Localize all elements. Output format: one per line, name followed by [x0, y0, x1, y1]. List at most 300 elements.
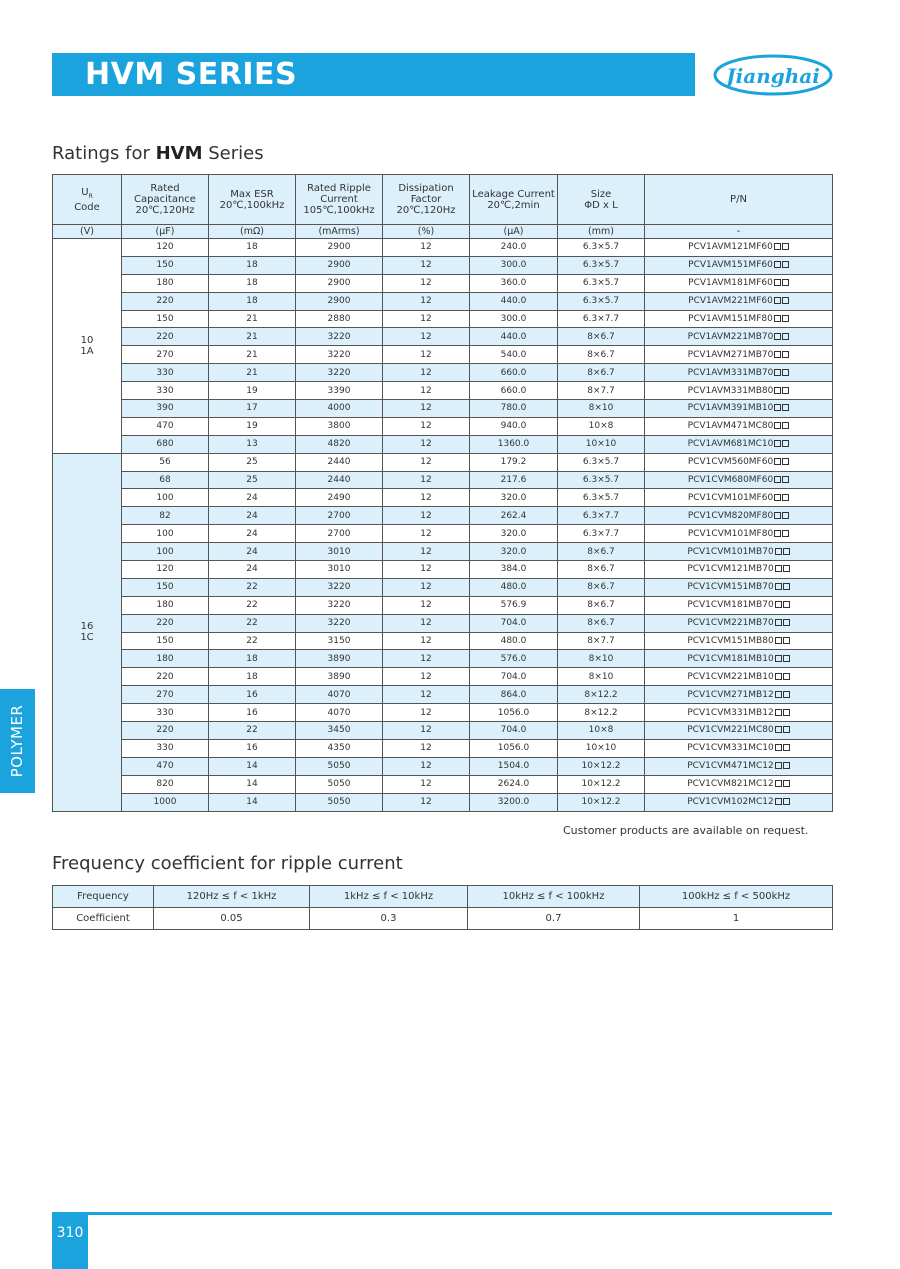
table-cell: 12	[383, 256, 470, 274]
table-cell: 680	[122, 435, 209, 453]
table-cell: 780.0	[470, 400, 558, 418]
column-header	[470, 175, 558, 225]
part-number: PCV1AVM151MF80	[688, 314, 773, 324]
table-cell: 12	[383, 793, 470, 811]
checkbox-square-icon	[775, 762, 782, 769]
table-cell: 12	[383, 239, 470, 257]
table-cell: 320.0	[470, 543, 558, 561]
checkbox-square-icon	[775, 565, 782, 572]
table-cell: 320.0	[470, 525, 558, 543]
table-row	[53, 632, 833, 650]
table-cell: 300.0	[470, 256, 558, 274]
part-number: PCV1CVM331MC10	[687, 743, 774, 754]
unit-header: (mm)	[558, 225, 645, 239]
table-cell: 10×8	[558, 722, 645, 740]
checkbox-square-icon	[775, 637, 782, 644]
voltage-group-cell	[53, 239, 122, 454]
part-number: PCV1CVM101MF80	[687, 528, 774, 539]
table-cell	[645, 346, 833, 364]
checkbox-square-icon	[782, 369, 789, 376]
column-header-condition: 20℃,100kHz	[219, 199, 285, 211]
part-number: PCV1CVM471MC12	[687, 761, 774, 772]
table-cell: 25	[209, 471, 296, 489]
table-cell: 5050	[296, 793, 383, 811]
table-cell: 8×10	[558, 400, 645, 418]
table-row	[53, 328, 833, 346]
table-row	[53, 614, 833, 632]
table-cell: 540.0	[470, 346, 558, 364]
table-cell: 6.3×5.7	[558, 274, 645, 292]
column-header-label: Rated Capacitance	[134, 183, 196, 205]
part-number: PCV1CVM181MB70	[687, 600, 774, 611]
ratings-table	[52, 174, 833, 812]
table-cell: 120	[122, 561, 209, 579]
table-cell: 390	[122, 400, 209, 418]
table-cell: 8×7.7	[558, 382, 645, 400]
checkbox-square-icon	[783, 762, 790, 769]
checkbox-square-icon	[775, 744, 782, 751]
checkbox-square-icon	[782, 404, 789, 411]
checkbox-square-icon	[775, 548, 782, 555]
table-cell	[645, 757, 833, 775]
table-cell	[645, 400, 833, 418]
checkbox-square-icon	[782, 297, 789, 304]
checkbox-square-icon	[774, 315, 781, 322]
frequency-header-cell: Frequency	[53, 886, 154, 908]
table-cell: 1000	[122, 793, 209, 811]
table-row	[53, 578, 833, 596]
table-cell: 660.0	[470, 382, 558, 400]
table-cell	[645, 596, 833, 614]
part-number: PCV1CVM221MB10	[687, 671, 774, 682]
table-row	[53, 417, 833, 435]
table-cell: 3010	[296, 561, 383, 579]
table-cell	[645, 578, 833, 596]
table-cell: 440.0	[470, 292, 558, 310]
table-cell: 3220	[296, 614, 383, 632]
table-cell: 240.0	[470, 239, 558, 257]
column-header-label: U	[81, 186, 89, 198]
table-cell: 21	[209, 346, 296, 364]
table-cell: 179.2	[470, 453, 558, 471]
unit-header: (mArms)	[296, 225, 383, 239]
checkbox-square-icon	[775, 673, 782, 680]
checkbox-square-icon	[774, 369, 781, 376]
part-number: PCV1CVM221MB70	[687, 618, 774, 629]
column-header-label: Dissipation Factor	[398, 183, 454, 205]
checkbox-square-icon	[783, 673, 790, 680]
table-cell	[645, 471, 833, 489]
table-cell: 4000	[296, 400, 383, 418]
table-cell: 330	[122, 382, 209, 400]
checkbox-square-icon	[775, 601, 782, 608]
unit-header: (V)	[53, 225, 122, 239]
checkbox-square-icon	[774, 530, 781, 537]
column-header	[296, 175, 383, 225]
page-number-box	[52, 1215, 88, 1269]
checkbox-square-icon	[783, 744, 790, 751]
column-header	[209, 175, 296, 225]
table-cell: 1056.0	[470, 739, 558, 757]
checkbox-square-icon	[782, 261, 789, 268]
table-cell: 3010	[296, 543, 383, 561]
part-number: PCV1AVM221MB70	[687, 331, 774, 342]
checkbox-square-icon	[774, 476, 781, 483]
checkbox-square-icon	[782, 279, 789, 286]
table-cell: 24	[209, 507, 296, 525]
table-row	[53, 739, 833, 757]
logo-text: Jianghai	[726, 64, 820, 88]
table-cell	[645, 543, 833, 561]
checkbox-square-icon	[783, 726, 790, 733]
part-number: PCV1AVM221MF60	[688, 296, 773, 307]
table-cell	[645, 256, 833, 274]
table-cell: 12	[383, 578, 470, 596]
table-cell: 180	[122, 274, 209, 292]
checkbox-square-icon	[782, 351, 789, 358]
rated-voltage: 10	[80, 334, 94, 346]
table-cell: 12	[383, 274, 470, 292]
table-cell: 330	[122, 704, 209, 722]
table-cell: 6.3×5.7	[558, 489, 645, 507]
table-cell: 220	[122, 722, 209, 740]
table-cell: 22	[209, 632, 296, 650]
checkbox-square-icon	[774, 387, 781, 394]
table-cell: 150	[122, 632, 209, 650]
table-cell: 8×12.2	[558, 704, 645, 722]
table-cell: 3220	[296, 328, 383, 346]
frequency-title: Frequency coefficient for ripple current	[52, 853, 403, 874]
checkbox-square-icon	[782, 422, 789, 429]
table-row	[53, 346, 833, 364]
part-number: PCV1CVM151MB70	[687, 582, 774, 593]
checkbox-square-icon	[774, 422, 781, 429]
table-cell: 704.0	[470, 614, 558, 632]
table-cell: 4070	[296, 686, 383, 704]
table-cell: 24	[209, 525, 296, 543]
table-row	[53, 757, 833, 775]
table-cell: 12	[383, 632, 470, 650]
availability-note: Customer products are available on request.	[563, 824, 809, 837]
table-cell: 8×10	[558, 650, 645, 668]
table-cell	[645, 364, 833, 382]
table-cell: 3390	[296, 382, 383, 400]
table-cell	[645, 453, 833, 471]
table-cell: 100	[122, 525, 209, 543]
part-number: PCV1CVM331MB12	[687, 707, 774, 718]
table-cell: 360.0	[470, 274, 558, 292]
table-cell: 6.3×7.7	[558, 507, 645, 525]
table-cell: 704.0	[470, 668, 558, 686]
table-cell: 3450	[296, 722, 383, 740]
table-cell: 220	[122, 668, 209, 686]
table-cell: 18	[209, 650, 296, 668]
checkbox-square-icon	[783, 583, 790, 590]
table-row	[53, 525, 833, 543]
table-cell: 864.0	[470, 686, 558, 704]
checkbox-square-icon	[783, 709, 790, 716]
column-header-condition: ΦD x L	[584, 199, 618, 211]
table-cell: 13	[209, 435, 296, 453]
side-tab	[0, 689, 35, 793]
table-row	[53, 668, 833, 686]
frequency-header-cell: 10kHz ≤ f < 100kHz	[468, 886, 640, 908]
table-cell: 10×8	[558, 417, 645, 435]
column-header-label: Rated Ripple Current	[307, 183, 371, 205]
column-header-label: Size	[590, 188, 612, 200]
table-cell	[645, 274, 833, 292]
part-number: PCV1AVM151MF60	[688, 260, 773, 271]
table-cell: 470	[122, 417, 209, 435]
ratings-title: Ratings for HVM Series	[52, 143, 264, 164]
table-cell: 820	[122, 775, 209, 793]
checkbox-square-icon	[774, 279, 781, 286]
table-cell: 8×6.7	[558, 346, 645, 364]
table-row	[53, 489, 833, 507]
checkbox-square-icon	[774, 243, 781, 250]
table-cell: 12	[383, 686, 470, 704]
checkbox-square-icon	[775, 583, 782, 590]
checkbox-square-icon	[782, 530, 789, 537]
table-cell: 12	[383, 704, 470, 722]
table-cell: 12	[383, 346, 470, 364]
table-row	[53, 274, 833, 292]
table-cell	[645, 686, 833, 704]
side-tab-label: POLYMER	[8, 704, 26, 778]
column-header-label: Max ESR	[230, 188, 274, 200]
table-cell	[645, 292, 833, 310]
table-cell: 18	[209, 292, 296, 310]
part-number: PCV1AVM271MB70	[687, 349, 774, 360]
coefficient-cell: 0.7	[468, 908, 640, 930]
table-cell	[645, 525, 833, 543]
part-number: PCV1AVM181MF60	[688, 278, 773, 289]
table-cell: 10×10	[558, 739, 645, 757]
checkbox-square-icon	[782, 333, 789, 340]
table-cell	[645, 507, 833, 525]
table-cell: 12	[383, 722, 470, 740]
table-row	[53, 382, 833, 400]
table-cell: 12	[383, 614, 470, 632]
unit-header: (%)	[383, 225, 470, 239]
table-cell: 10×12.2	[558, 775, 645, 793]
table-cell: 8×6.7	[558, 561, 645, 579]
table-cell: 18	[209, 274, 296, 292]
column-header	[645, 175, 833, 225]
table-cell	[645, 614, 833, 632]
table-cell: 10×12.2	[558, 793, 645, 811]
table-cell: 480.0	[470, 578, 558, 596]
footer-line	[52, 1212, 832, 1215]
checkbox-square-icon	[775, 691, 782, 698]
checkbox-square-icon	[775, 780, 782, 787]
checkbox-square-icon	[782, 243, 789, 250]
jianghai-logo	[712, 53, 834, 97]
table-cell: 6.3×7.7	[558, 310, 645, 328]
table-cell: 6.3×7.7	[558, 525, 645, 543]
table-cell: 120	[122, 239, 209, 257]
checkbox-square-icon	[782, 315, 789, 322]
table-cell: 24	[209, 543, 296, 561]
table-row	[53, 364, 833, 382]
part-number: PCV1AVM331MB70	[687, 367, 774, 378]
table-cell	[645, 382, 833, 400]
table-row	[53, 775, 833, 793]
table-cell: 18	[209, 668, 296, 686]
table-cell: 2880	[296, 310, 383, 328]
coefficient-cell: 1	[640, 908, 833, 930]
table-cell: 270	[122, 686, 209, 704]
part-number: PCV1CVM102MC12	[687, 797, 774, 808]
table-cell: 22	[209, 614, 296, 632]
checkbox-square-icon	[774, 297, 781, 304]
table-cell: 16	[209, 686, 296, 704]
column-header	[558, 175, 645, 225]
part-number: PCV1CVM271MB12	[687, 689, 774, 700]
table-cell: 470	[122, 757, 209, 775]
table-cell: 12	[383, 364, 470, 382]
column-header-condition: Code	[74, 201, 100, 213]
table-cell: 4350	[296, 739, 383, 757]
table-cell: 16	[209, 704, 296, 722]
table-cell: 5050	[296, 775, 383, 793]
checkbox-square-icon	[783, 780, 790, 787]
part-number: PCV1CVM821MC12	[687, 779, 774, 790]
part-number: PCV1AVM121MF60	[688, 242, 773, 253]
table-cell: 12	[383, 471, 470, 489]
table-cell	[645, 489, 833, 507]
frequency-header-cell: 100kHz ≤ f < 500kHz	[640, 886, 833, 908]
table-cell: 22	[209, 722, 296, 740]
unit-header: (μA)	[470, 225, 558, 239]
table-row	[53, 596, 833, 614]
checkbox-square-icon	[774, 333, 781, 340]
table-row	[53, 561, 833, 579]
table-cell: 1056.0	[470, 704, 558, 722]
column-header-subscript: R	[88, 192, 93, 200]
table-cell: 19	[209, 382, 296, 400]
checkbox-square-icon	[775, 655, 782, 662]
table-cell: 3220	[296, 346, 383, 364]
table-cell: 220	[122, 328, 209, 346]
checkbox-square-icon	[782, 387, 789, 394]
table-row	[53, 686, 833, 704]
table-cell: 6.3×5.7	[558, 239, 645, 257]
table-row	[53, 793, 833, 811]
table-cell: 180	[122, 650, 209, 668]
part-number: PCV1CVM221MC80	[687, 725, 774, 736]
column-header-condition: 20℃,120Hz	[396, 205, 456, 216]
checkbox-square-icon	[783, 619, 790, 626]
table-cell: 12	[383, 668, 470, 686]
table-cell: 25	[209, 453, 296, 471]
column-header	[383, 175, 470, 225]
table-cell: 3890	[296, 650, 383, 668]
table-row	[53, 400, 833, 418]
table-cell: 220	[122, 292, 209, 310]
voltage-group-cell	[53, 453, 122, 811]
voltage-code: 1A	[80, 345, 94, 357]
table-cell	[645, 328, 833, 346]
column-header	[53, 175, 122, 225]
table-cell: 3800	[296, 417, 383, 435]
table-cell: 940.0	[470, 417, 558, 435]
table-cell: 704.0	[470, 722, 558, 740]
checkbox-square-icon	[774, 440, 781, 447]
checkbox-square-icon	[783, 565, 790, 572]
table-row	[53, 453, 833, 471]
part-number: PCV1CVM101MB70	[687, 546, 774, 557]
part-number: PCV1AVM471MC80	[687, 421, 774, 432]
table-cell: 300.0	[470, 310, 558, 328]
table-cell: 100	[122, 489, 209, 507]
table-cell: 4820	[296, 435, 383, 453]
table-cell: 16	[209, 739, 296, 757]
table-cell: 12	[383, 453, 470, 471]
column-header	[122, 175, 209, 225]
table-cell: 2900	[296, 292, 383, 310]
table-cell: 2440	[296, 471, 383, 489]
table-cell	[645, 310, 833, 328]
table-row	[53, 239, 833, 257]
table-cell: 22	[209, 578, 296, 596]
table-cell: 10×12.2	[558, 757, 645, 775]
table-cell: 5050	[296, 757, 383, 775]
table-cell: 2440	[296, 453, 383, 471]
table-cell: 3150	[296, 632, 383, 650]
checkbox-square-icon	[782, 476, 789, 483]
table-cell: 8×6.7	[558, 543, 645, 561]
part-number: PCV1CVM560MF60	[687, 457, 774, 468]
checkbox-square-icon	[782, 458, 789, 465]
table-cell: 8×6.7	[558, 614, 645, 632]
table-cell: 576.0	[470, 650, 558, 668]
table-cell: 8×6.7	[558, 578, 645, 596]
part-number: PCV1CVM101MF60	[687, 492, 774, 503]
table-cell: 440.0	[470, 328, 558, 346]
table-cell: 19	[209, 417, 296, 435]
table-cell: 480.0	[470, 632, 558, 650]
checkbox-square-icon	[775, 798, 782, 805]
table-cell: 220	[122, 614, 209, 632]
checkbox-square-icon	[775, 709, 782, 716]
table-cell: 68	[122, 471, 209, 489]
table-cell	[645, 632, 833, 650]
table-cell: 56	[122, 453, 209, 471]
checkbox-square-icon	[782, 512, 789, 519]
table-row	[53, 650, 833, 668]
part-number: PCV1AVM391MB10	[687, 403, 774, 414]
table-cell	[645, 239, 833, 257]
table-cell: 12	[383, 507, 470, 525]
checkbox-square-icon	[783, 601, 790, 608]
table-cell	[645, 775, 833, 793]
table-cell: 3220	[296, 578, 383, 596]
checkbox-square-icon	[774, 512, 781, 519]
table-cell: 2900	[296, 239, 383, 257]
table-cell: 18	[209, 239, 296, 257]
checkbox-square-icon	[775, 619, 782, 626]
checkbox-square-icon	[783, 798, 790, 805]
table-cell: 12	[383, 435, 470, 453]
table-cell: 100	[122, 543, 209, 561]
checkbox-square-icon	[774, 458, 781, 465]
table-cell: 1504.0	[470, 757, 558, 775]
coefficient-cell: 0.05	[154, 908, 310, 930]
table-cell: 3220	[296, 364, 383, 382]
frequency-header-cell: 120Hz ≤ f < 1kHz	[154, 886, 310, 908]
checkbox-square-icon	[782, 494, 789, 501]
